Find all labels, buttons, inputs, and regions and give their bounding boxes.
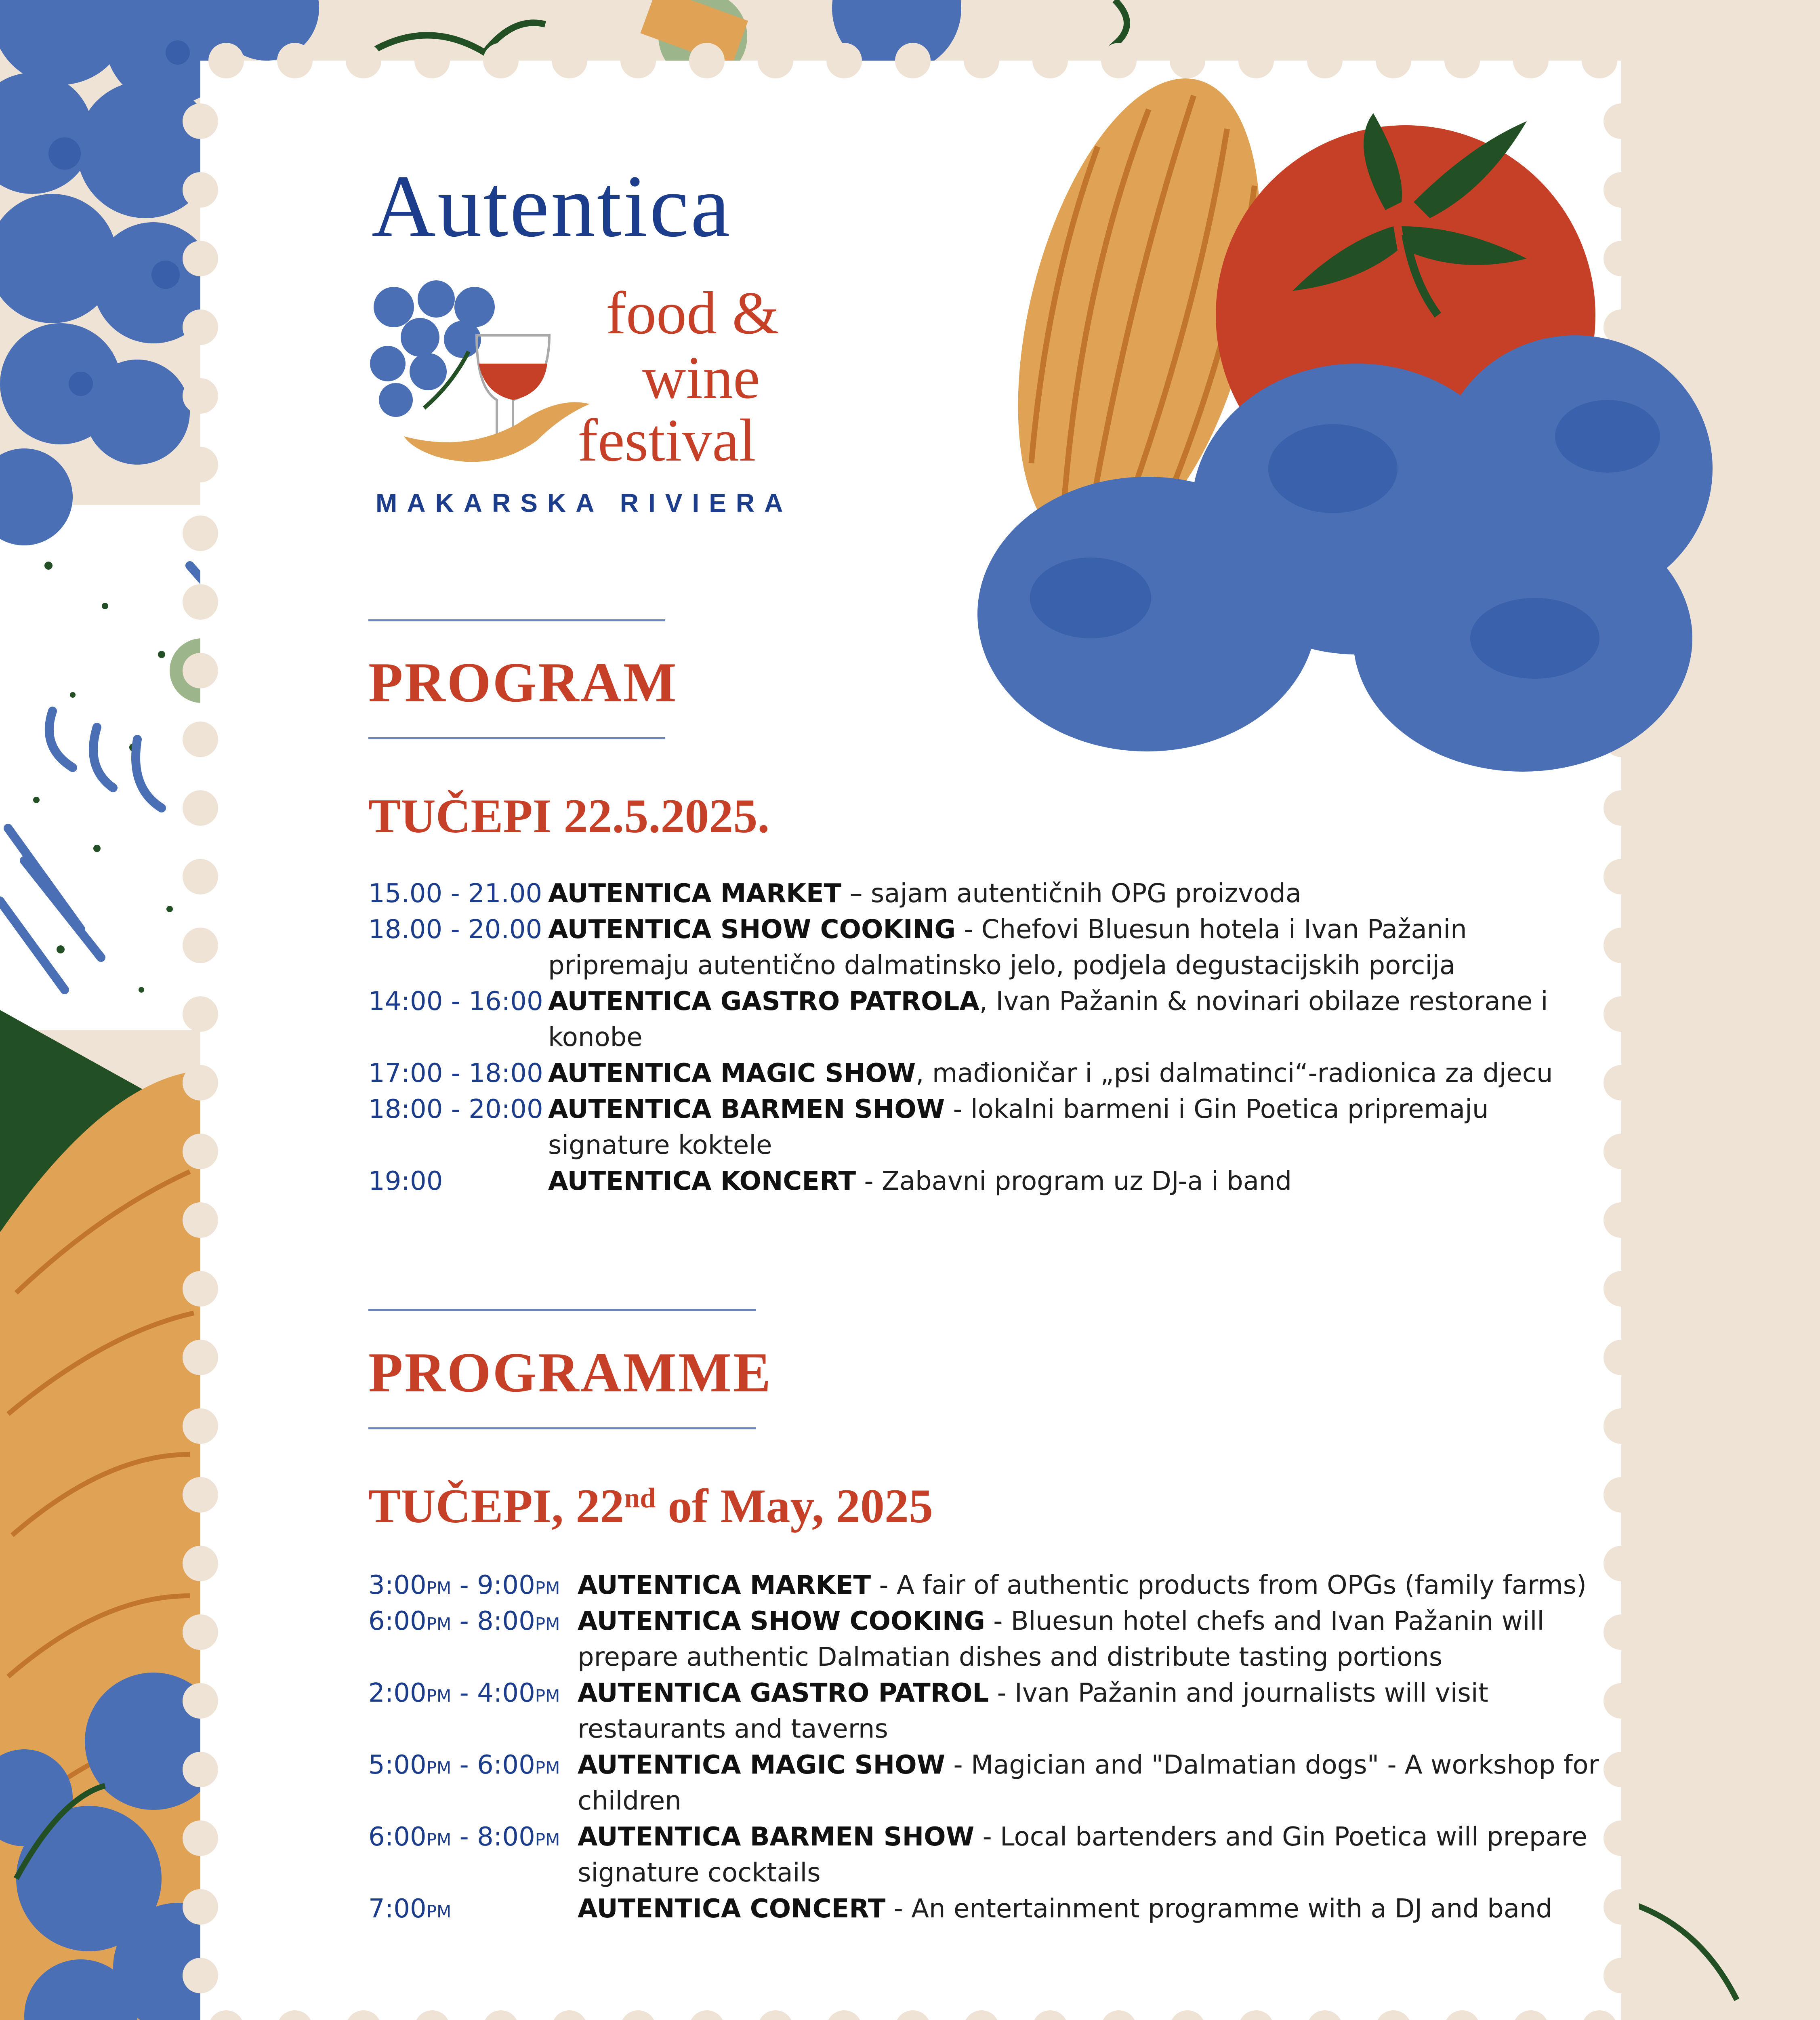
schedule-row [368,984,1604,1056]
programme-schedule [368,1568,1604,1927]
program-rule-bottom [368,737,665,739]
schedule-row [368,1092,1604,1164]
schedule-time: 6:00PM - 8:00PM [368,1822,560,1852]
schedule-act: AUTENTICA BARMEN SHOW [578,1822,975,1852]
festival-subtitle-food: food & [606,280,780,347]
schedule-act: AUTENTICA GASTRO PATROL [578,1678,989,1708]
programme-date-sup: nd [624,1483,656,1514]
schedule-desc: - Ivan Pažanin and journalists will visit restaurants and taverns [578,1678,1488,1744]
schedule-time: 19:00 [368,1166,443,1196]
schedule-act: AUTENTICA SHOW COOKING [548,915,956,945]
schedule-row [368,1747,1604,1819]
schedule-desc: , Ivan Pažanin & novinari obilaze restorane i konobe [548,987,1548,1052]
festival-region: MAKARSKA RIVIERA [376,488,793,518]
program-rule-top [368,619,665,621]
schedule-time: 5:00PM - 6:00PM [368,1750,560,1780]
schedule-act: AUTENTICA SHOW COOKING [578,1606,985,1636]
schedule-desc: - Bluesun hotel chefs and Ivan Pažanin will prepare authentic Dalmatian dishes and distribute tasting portions [578,1606,1545,1672]
program-heading: PROGRAM [368,651,678,714]
programme-date-prefix: TUČEPI, 22 [368,1479,624,1533]
schedule-time: 6:00PM - 8:00PM [368,1606,560,1636]
programme-rule-top [368,1309,756,1311]
schedule-row [368,1056,1604,1092]
schedule-desc: - Zabavni program uz DJ-a i band [856,1166,1292,1196]
schedule-row [368,1164,1604,1199]
schedule-row [368,912,1604,984]
schedule-time: 14:00 - 16:00 [368,987,543,1016]
schedule-row [368,1891,1604,1927]
schedule-desc: – sajam autentičnih OPG proizvoda [841,879,1302,909]
festival-subtitle-wine: wine [642,344,760,411]
schedule-act: AUTENTICA MAGIC SHOW [578,1750,946,1780]
schedule-act: AUTENTICA MAGIC SHOW [548,1058,916,1088]
festival-subtitle-festival: festival [578,407,756,474]
schedule-act: AUTENTICA CONCERT [578,1894,886,1924]
programme-heading: PROGRAMME [368,1341,773,1404]
program-date: TUČEPI 22.5.2025. [368,789,770,843]
schedule-time: 2:00PM - 4:00PM [368,1678,560,1708]
schedule-act: AUTENTICA GASTRO PATROLA [548,987,979,1016]
schedule-act: AUTENTICA KONCERT [548,1166,856,1196]
schedule-row [368,1603,1604,1675]
schedule-act: AUTENTICA MARKET [548,879,842,909]
schedule-desc: , mađioničar i „psi dalmatinci“-radionica za djecu [916,1058,1553,1088]
schedule-desc: - An entertainment programme with a DJ and band [885,1894,1553,1924]
schedule-desc: - Magician and "Dalmatian dogs" - A workshop for children [578,1750,1599,1816]
schedule-time: 7:00PM [368,1894,452,1924]
schedule-time: 18.00 - 20.00 [368,915,542,945]
schedule-row [368,1675,1604,1747]
festival-title: Autentica [372,157,732,255]
schedule-time: 15.00 - 21.00 [368,879,542,909]
schedule-time: 17:00 - 18:00 [368,1058,543,1088]
program-schedule [368,876,1604,1199]
schedule-desc: - Chefovi Bluesun hotela i Ivan Pažanin pripremaju autentično dalmatinsko jelo, podjela degustacijskih porcija [548,915,1467,981]
schedule-time: 3:00PM - 9:00PM [368,1570,560,1600]
schedule-desc: - lokalni barmeni i Gin Poetica pripremaju signature koktele [548,1094,1489,1160]
schedule-desc: - A fair of authentic products from OPGs (family farms) [871,1570,1587,1600]
programme-rule-bottom [368,1427,756,1429]
programme-date [368,1479,933,1533]
schedule-act: AUTENTICA BARMEN SHOW [548,1094,945,1124]
schedule-row [368,1568,1604,1603]
schedule-time: 18:00 - 20:00 [368,1094,543,1124]
programme-date-suffix: of May, 2025 [656,1479,933,1533]
schedule-desc: - Local bartenders and Gin Poetica will prepare signature cocktails [578,1822,1587,1888]
schedule-act: AUTENTICA MARKET [578,1570,871,1600]
schedule-row [368,1819,1604,1891]
schedule-row [368,876,1604,912]
